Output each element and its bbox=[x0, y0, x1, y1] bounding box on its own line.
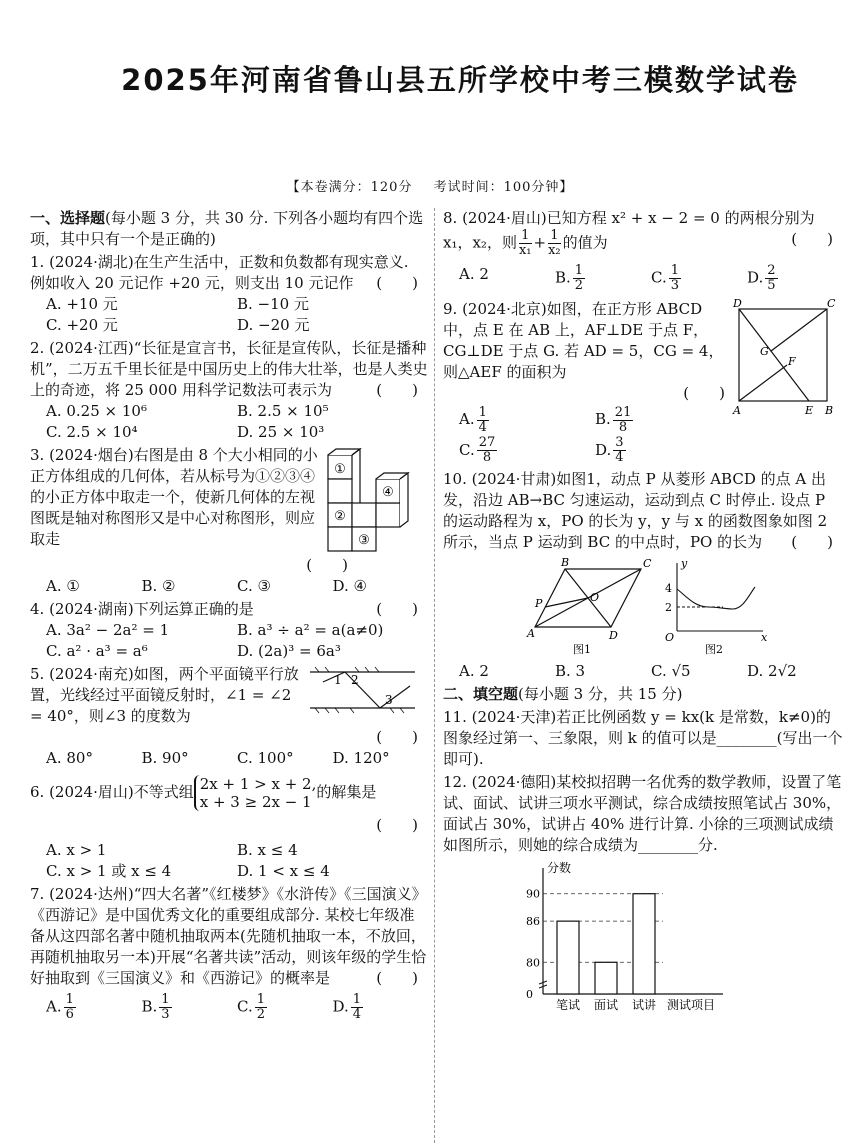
q4-options bbox=[30, 620, 428, 662]
q10-option-a[interactable]: A. 2 bbox=[459, 662, 489, 680]
q12-text: 12. (2024·德阳)某校拟招聘一名优秀的数学教师，设置了笔试、面试、试讲三项水平测试，综合成绩按照笔试占 30%，面试占 30%，试讲占 40% 进行计算. 小徐的三项测试成绩如图所示，则她的综合成绩为________分. bbox=[443, 773, 842, 854]
q10-option-c[interactable]: C. √5 bbox=[651, 662, 691, 680]
q1-options bbox=[30, 294, 428, 336]
q2-option-c[interactable]: C. 2.5 × 10⁴ bbox=[46, 423, 138, 441]
q3-option-d[interactable]: D. ④ bbox=[332, 577, 367, 595]
question-6 bbox=[30, 775, 428, 882]
q3-option-b[interactable]: B. ② bbox=[141, 577, 176, 595]
q7-d-num: 1 bbox=[352, 992, 362, 1007]
q5-options bbox=[30, 748, 428, 769]
q9-d-frac bbox=[613, 436, 625, 465]
q9-option-a[interactable] bbox=[459, 404, 595, 435]
q2-option-a[interactable]: A. 0.25 × 10⁶ bbox=[46, 402, 147, 420]
q9-option-b[interactable] bbox=[595, 404, 731, 435]
q8-c-den: 3 bbox=[670, 278, 679, 293]
q10-fig2-4: 4 bbox=[665, 582, 672, 595]
q5-option-b[interactable]: B. 90° bbox=[141, 749, 189, 767]
q4-paren: ( ) bbox=[376, 600, 418, 618]
q9-text: 9. (2024·北京)如图，在正方形 ABCD 中，点 E 在 AB 上，AF⊥DE 于点 F，CG⊥DE 于点 G. 若 AD = 5，CG = 4，则△AEF 的面积为 bbox=[443, 300, 724, 381]
q9-label-e: E bbox=[805, 404, 814, 417]
q10-option-d[interactable]: D. 2√2 bbox=[747, 662, 797, 680]
q10-text: 10. (2024·甘肃)如图1，动点 P 从菱形 ABCD 的点 A 出发，沿边 AB→BC 匀速运动，运动到点 C 时停止. 设点 P 的运动路程为 x，PO 的长为 y，y 与 x 的函数图象如图 2 所示，当点 P 运动到 BC 的中点时，PO 的长为 bbox=[443, 470, 828, 551]
q12-score-bar-chart bbox=[503, 860, 743, 1012]
y-tick-label: 90 bbox=[526, 887, 540, 901]
q7-text: 7. (2024·达州)“四大名著”《红楼梦》《水浒传》《三国演义》《西游记》是中国优秀文化的重要组成部分. 某校七年级准备从这四部名著中随机抽取两本(先随机抽取一本，不放回，再随机抽取另一本)开展“名著共读”活动，则该年级的学生恰好抽取到《三国演义》和《西游记》的概率是 bbox=[30, 885, 427, 987]
q7-a-num: 1 bbox=[65, 992, 74, 1007]
y-origin-label: 0 bbox=[526, 988, 533, 1001]
q9-label-b: B bbox=[825, 404, 834, 417]
q8-paren: ( ) bbox=[791, 230, 833, 248]
q6-line-2: x + 3 ≥ 2x − 1 bbox=[199, 793, 312, 811]
q10-fig2-y: y bbox=[681, 557, 688, 570]
q7-option-a[interactable] bbox=[46, 993, 142, 1022]
bar bbox=[595, 962, 617, 994]
q8-c-letter: C. bbox=[651, 268, 667, 287]
q7-option-d[interactable] bbox=[333, 993, 429, 1022]
section-2-title: 二、填空题 bbox=[443, 685, 519, 703]
q9-c-num: 27 bbox=[478, 435, 496, 450]
q2-option-b[interactable]: B. 2.5 × 10⁵ bbox=[237, 402, 329, 420]
q6-text-1: 6. (2024·眉山)不等式组 bbox=[30, 783, 194, 801]
paper-title: 2025年河南省鲁山县五所学校中考三模数学试卷 bbox=[121, 63, 799, 97]
column-divider bbox=[434, 208, 435, 1143]
q5-angle-3: 3 bbox=[385, 693, 393, 707]
question-3 bbox=[30, 445, 428, 597]
q9-a-den: 4 bbox=[478, 419, 487, 435]
q1-option-c[interactable]: C. +20 元 bbox=[46, 316, 118, 334]
q2-paren: ( ) bbox=[376, 381, 418, 399]
q9-label-g: G bbox=[760, 345, 769, 358]
x-tick-label: 笔试 bbox=[555, 998, 581, 1012]
q10-rhombus-figure bbox=[523, 557, 653, 657]
q10-fig1-c: C bbox=[643, 557, 652, 570]
q2-text: 2. (2024·江西)“长征是宣言书，长征是宣传队，长征是播种机”，二万五千里长征是中国历史上的伟大壮举，也是人类史上的奇迹，将 25 000 用科学记数法可表示为 bbox=[30, 339, 428, 399]
q9-a-num: 1 bbox=[478, 404, 487, 420]
q7-options bbox=[30, 993, 428, 1022]
q3-cube-figure bbox=[320, 445, 420, 555]
section-2-note: (每小题 3 分，共 15 分) bbox=[518, 685, 683, 703]
q6-inequality-system bbox=[194, 775, 317, 811]
q4-option-d[interactable]: D. (2a)³ = 6a³ bbox=[237, 642, 341, 660]
q10-fig2-caption: 图2 bbox=[705, 643, 723, 656]
q8-d-letter: D. bbox=[747, 268, 764, 287]
q8-b-frac bbox=[573, 264, 585, 293]
left-column bbox=[30, 208, 428, 1024]
bar bbox=[557, 921, 579, 994]
q6-option-c[interactable]: C. x > 1 或 x ≤ 4 bbox=[46, 862, 172, 880]
q6-line-1: 2x + 1 > x + 2, bbox=[199, 775, 317, 793]
q8-d-den: 5 bbox=[767, 278, 776, 293]
q8-frac-2 bbox=[548, 229, 561, 258]
q1-paren: ( ) bbox=[376, 274, 418, 292]
question-1 bbox=[30, 252, 428, 336]
q8-frac-2-num: 1 bbox=[548, 229, 561, 244]
question-10 bbox=[443, 469, 843, 682]
q8-b-den: 2 bbox=[574, 278, 584, 293]
q7-b-letter: B. bbox=[141, 997, 158, 1016]
q7-c-den: 2 bbox=[256, 1007, 265, 1022]
q9-label-a: A bbox=[733, 404, 741, 417]
q3-label-4: ④ bbox=[382, 485, 394, 500]
q9-c-letter: C. bbox=[459, 440, 475, 459]
q9-b-den: 8 bbox=[618, 419, 628, 435]
q10-fig1-a: A bbox=[527, 627, 535, 640]
q8-option-d[interactable] bbox=[747, 264, 843, 293]
q9-d-num: 3 bbox=[615, 435, 624, 450]
q9-b-letter: B. bbox=[595, 410, 611, 428]
q7-c-frac bbox=[255, 993, 267, 1022]
y-axis-label: 分数 bbox=[547, 861, 572, 875]
question-9 bbox=[443, 299, 843, 465]
q7-a-letter: A. bbox=[46, 997, 62, 1016]
question-4 bbox=[30, 599, 428, 662]
q5-text: 5. (2024·南充)如图，两个平面镜平行放置，光线经过平面镜反射时，∠1 = ∠2 = 40°，则∠3 的度数为 bbox=[30, 665, 299, 725]
q1-option-a[interactable]: A. +10 元 bbox=[46, 295, 118, 313]
q9-b-num: 21 bbox=[614, 404, 632, 420]
q6-text-2: 的解集是 bbox=[316, 783, 377, 801]
q8-text-1: 8. (2024·眉山)已知方程 x² + x − 2 = 0 的两根分别为 x₁，x₂，则 bbox=[443, 209, 815, 252]
q7-a-frac bbox=[64, 993, 76, 1022]
x-tick-label: 面试 bbox=[593, 998, 619, 1012]
q9-d-den: 4 bbox=[615, 450, 624, 465]
q10-fig1-d: D bbox=[609, 629, 618, 642]
q9-option-c[interactable] bbox=[459, 435, 595, 466]
q5-angle-1: 1 bbox=[334, 673, 342, 687]
q7-option-b[interactable] bbox=[142, 993, 238, 1022]
q9-label-c: C bbox=[827, 299, 836, 310]
question-2 bbox=[30, 338, 428, 443]
q7-paren: ( ) bbox=[376, 969, 418, 987]
question-7 bbox=[30, 884, 428, 1022]
q6-options bbox=[30, 840, 428, 882]
q10-options bbox=[443, 661, 843, 682]
q3-text: 3. (2024·烟台)右图是由 8 个大小相同的小正方体组成的几何体，若从标号为①②③④的小正方体中取走一个，使新几何体的左视图既是轴对称图形又是中心对称图形，则应取走 bbox=[30, 446, 318, 548]
q4-text: 4. (2024·湖南)下列运算正确的是 bbox=[30, 600, 254, 618]
q6-option-d[interactable]: D. 1 < x ≤ 4 bbox=[237, 862, 330, 880]
q8-option-b[interactable] bbox=[555, 264, 651, 293]
q3-label-2: ② bbox=[334, 509, 346, 524]
q4-option-a[interactable]: A. 3a² − 2a² = 1 bbox=[46, 621, 170, 639]
q10-graph-figure bbox=[663, 557, 773, 657]
q10-fig1-b: B bbox=[561, 557, 570, 569]
q3-option-a[interactable]: A. ① bbox=[46, 577, 80, 595]
q8-frac-1 bbox=[519, 229, 532, 258]
q7-d-letter: D. bbox=[332, 997, 349, 1016]
section-1-header bbox=[30, 208, 428, 250]
q5-option-c[interactable]: C. 100° bbox=[237, 749, 294, 767]
q1-text: 1. (2024·湖北)在生产生活中，正数和负数都有现实意义. 例如收入 20 元记作 +20 元，则支出 10 元记作 bbox=[30, 253, 409, 292]
y-tick-label: 86 bbox=[526, 915, 540, 929]
q10-fig1-o: O bbox=[590, 591, 600, 604]
q5-option-d[interactable]: D. 120° bbox=[332, 749, 390, 767]
q3-options bbox=[30, 576, 428, 597]
question-11 bbox=[443, 707, 843, 770]
q9-paren: ( ) bbox=[683, 384, 725, 402]
question-12 bbox=[443, 772, 843, 856]
x-axis-label: 测试项目 bbox=[667, 998, 716, 1012]
bar bbox=[633, 894, 655, 994]
q7-d-den: 4 bbox=[352, 1007, 362, 1022]
q8-b-letter: B. bbox=[555, 268, 571, 287]
q8-frac-1-num: 1 bbox=[519, 229, 532, 244]
q7-c-letter: C. bbox=[237, 997, 253, 1016]
q10-fig1-caption: 图1 bbox=[573, 643, 591, 656]
q10-paren: ( ) bbox=[791, 533, 833, 551]
q9-label-f: F bbox=[788, 355, 796, 368]
q3-paren: ( ) bbox=[306, 556, 348, 574]
q9-options bbox=[443, 404, 731, 465]
q9-option-d[interactable] bbox=[595, 435, 731, 466]
q11-text: 11. (2024·天津)若正比例函数 y = kx(k 是常数，k≠0)的图象经过第一、三象限，则 k 的值可以是________(写出一个即可). bbox=[443, 708, 843, 768]
q9-square-figure bbox=[731, 299, 836, 419]
section-1-note: (每小题 3 分，共 30 分. 下列各小题均有四个选项，其中只有一个是正确的) bbox=[30, 209, 424, 248]
right-column bbox=[443, 208, 843, 1018]
q10-fig2-o: O bbox=[665, 631, 675, 644]
q8-c-frac bbox=[669, 264, 681, 293]
q10-fig2-2: 2 bbox=[665, 601, 672, 614]
q4-option-c[interactable]: C. a² · a³ = a⁶ bbox=[46, 642, 148, 660]
q9-d-letter: D. bbox=[595, 440, 612, 459]
q7-c-num: 1 bbox=[256, 992, 265, 1007]
q8-options bbox=[443, 264, 843, 293]
q10-option-b[interactable]: B. 3 bbox=[555, 662, 586, 680]
q2-options bbox=[30, 401, 428, 443]
q7-a-den: 6 bbox=[65, 1007, 74, 1022]
q2-option-d[interactable]: D. 25 × 10³ bbox=[237, 423, 325, 441]
q8-option-a[interactable] bbox=[459, 264, 555, 293]
q5-angle-2: 2 bbox=[351, 673, 359, 687]
q8-plus: + bbox=[533, 233, 547, 252]
section-2-header bbox=[443, 684, 843, 705]
q8-frac-1-den: x₁ bbox=[518, 243, 532, 258]
q8-option-c[interactable] bbox=[651, 264, 747, 293]
q8-a-letter: A. 2 bbox=[459, 265, 489, 283]
y-tick-label: 80 bbox=[526, 956, 540, 970]
q6-option-b[interactable]: B. x ≤ 4 bbox=[237, 841, 298, 859]
q8-frac-2-den: x₂ bbox=[548, 243, 561, 258]
q7-b-num: 1 bbox=[161, 992, 170, 1007]
q6-paren: ( ) bbox=[376, 816, 418, 834]
q3-option-c[interactable]: C. ③ bbox=[237, 577, 271, 595]
q1-option-b[interactable]: B. −10 元 bbox=[237, 295, 309, 313]
q6-option-a[interactable]: A. x > 1 bbox=[46, 841, 107, 859]
exam-meta bbox=[0, 176, 860, 195]
q4-option-b[interactable]: B. a³ ÷ a² = a(a≠0) bbox=[237, 621, 384, 639]
full-score: 【本卷满分：120分 bbox=[286, 180, 413, 195]
q8-c-num: 1 bbox=[670, 263, 679, 278]
q10-fig2-x: x bbox=[761, 631, 768, 644]
q1-option-d[interactable]: D. −20 元 bbox=[237, 316, 310, 334]
question-5 bbox=[30, 664, 428, 769]
q8-d-num: 2 bbox=[767, 263, 776, 278]
q8-b-num: 1 bbox=[574, 263, 584, 278]
q5-paren: ( ) bbox=[376, 728, 418, 746]
q10-fig1-p: P bbox=[535, 597, 543, 610]
q9-b-frac bbox=[613, 406, 634, 435]
q7-d-frac bbox=[351, 993, 363, 1022]
x-tick-label: 试讲 bbox=[631, 998, 657, 1012]
section-1-title: 一、选择题 bbox=[30, 209, 106, 227]
question-8 bbox=[443, 208, 843, 293]
q3-label-1: ① bbox=[334, 462, 346, 477]
q8-d-frac bbox=[765, 264, 777, 293]
q9-label-d: D bbox=[733, 299, 742, 310]
q9-a-frac bbox=[477, 406, 489, 435]
q9-c-den: 8 bbox=[482, 450, 492, 465]
exam-time: 考试时间：100分钟】 bbox=[433, 180, 574, 195]
q8-text-2: 的值为 bbox=[562, 233, 608, 252]
q5-option-a[interactable]: A. 80° bbox=[46, 749, 93, 767]
q7-b-frac bbox=[159, 993, 171, 1022]
q7-b-den: 3 bbox=[161, 1007, 170, 1022]
q9-c-frac bbox=[477, 436, 498, 465]
q3-label-3: ③ bbox=[358, 533, 370, 548]
q5-mirror-figure bbox=[305, 664, 420, 726]
q9-a-letter: A. bbox=[459, 410, 475, 428]
q7-option-c[interactable] bbox=[237, 993, 333, 1022]
